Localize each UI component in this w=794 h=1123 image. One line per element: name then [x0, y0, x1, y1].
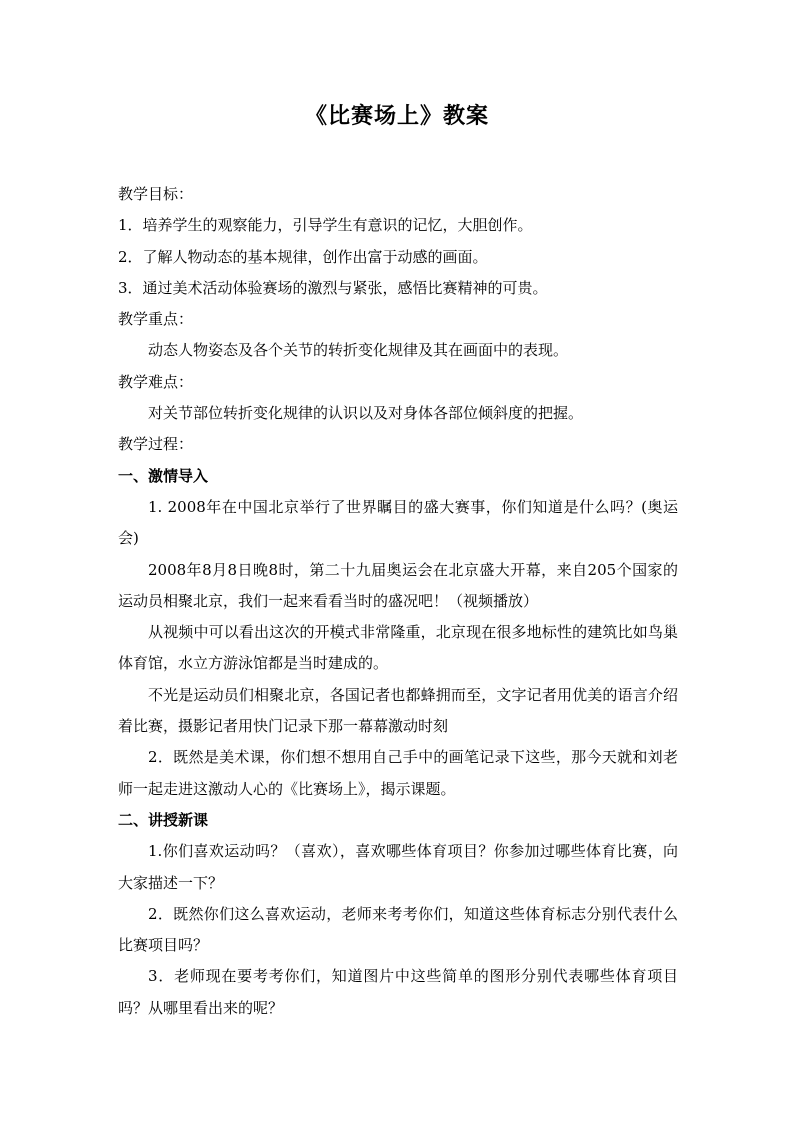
goals-heading: 教学目标：: [118, 185, 194, 203]
section-2-paragraph: 3．老师现在要考考你们，知道图片中这些简单的图形分别代表哪些体育项目吗？从哪里看出来的呢？: [118, 967, 678, 1017]
section-2-paragraph: 2．既然你们这么喜欢运动，老师来考考你们，知道这些体育标志分别代表什么比赛项目吗？: [118, 904, 678, 955]
difficulty-text: 对关节部位转折变化规律的认识以及对身体各部位倾斜度的把握。: [148, 404, 584, 423]
section-1-paragraph: 1. 2008年在中国北京举行了世界瞩目的盛大赛事，你们知道是什么吗？(奥运会): [118, 497, 678, 548]
section-1-paragraph: 2．既然是美术课，你们想不想用自己手中的画笔记录下这些，那今天就和刘老师一起走进这激动人心的《比赛场上》，揭示课题。: [118, 748, 678, 798]
section-2-paragraph: 1.你们喜欢运动吗？（喜欢），喜欢哪些体育项目？你参加过哪些体育比赛，向大家描述一下？: [118, 842, 678, 892]
document-title: 《比赛场上》教案: [304, 103, 489, 129]
section-1-paragraph: 2008年8月8日晚8时，第二十九届奥运会在北京盛大开幕，来自205个国家的运动员相聚北京，我们一起来看看当时的盛况吧！（视频播放）: [118, 560, 678, 610]
goal-item-2: 2．了解人物动态的基本规律，创作出富于动感的画面。: [118, 247, 488, 266]
section-2-heading: 二、讲授新课: [118, 810, 209, 829]
key-points-text: 动态人物姿态及各个关节的转折变化规律及其在画面中的表现。: [148, 341, 569, 360]
process-heading: 教学过程：: [118, 435, 194, 454]
difficulty-heading: 教学难点：: [118, 372, 194, 391]
document-body: [118, 179, 678, 1024]
goal-item-3: 3．通过美术活动体验赛场的激烈与紧张，感悟比赛精神的可贵。: [118, 278, 548, 297]
section-1-paragraph: 不光是运动员们相聚北京，各国记者也都蜂拥而至，文字记者用优美的语言介绍着比赛，摄影记者用快门记录下那一幕幕激动时刻: [118, 685, 678, 736]
key-points-heading: 教学重点：: [118, 310, 194, 329]
section-1-paragraph: 从视频中可以看出这次的开模式非常隆重，北京现在很多地标性的建筑比如鸟巢体育馆，水立方游泳馆都是当时建成的。: [118, 623, 678, 673]
goal-item-1: 1．培养学生的观察能力，引导学生有意识的记忆，大胆创作。: [118, 216, 533, 235]
section-1-heading: 一、激情导入: [118, 466, 209, 485]
